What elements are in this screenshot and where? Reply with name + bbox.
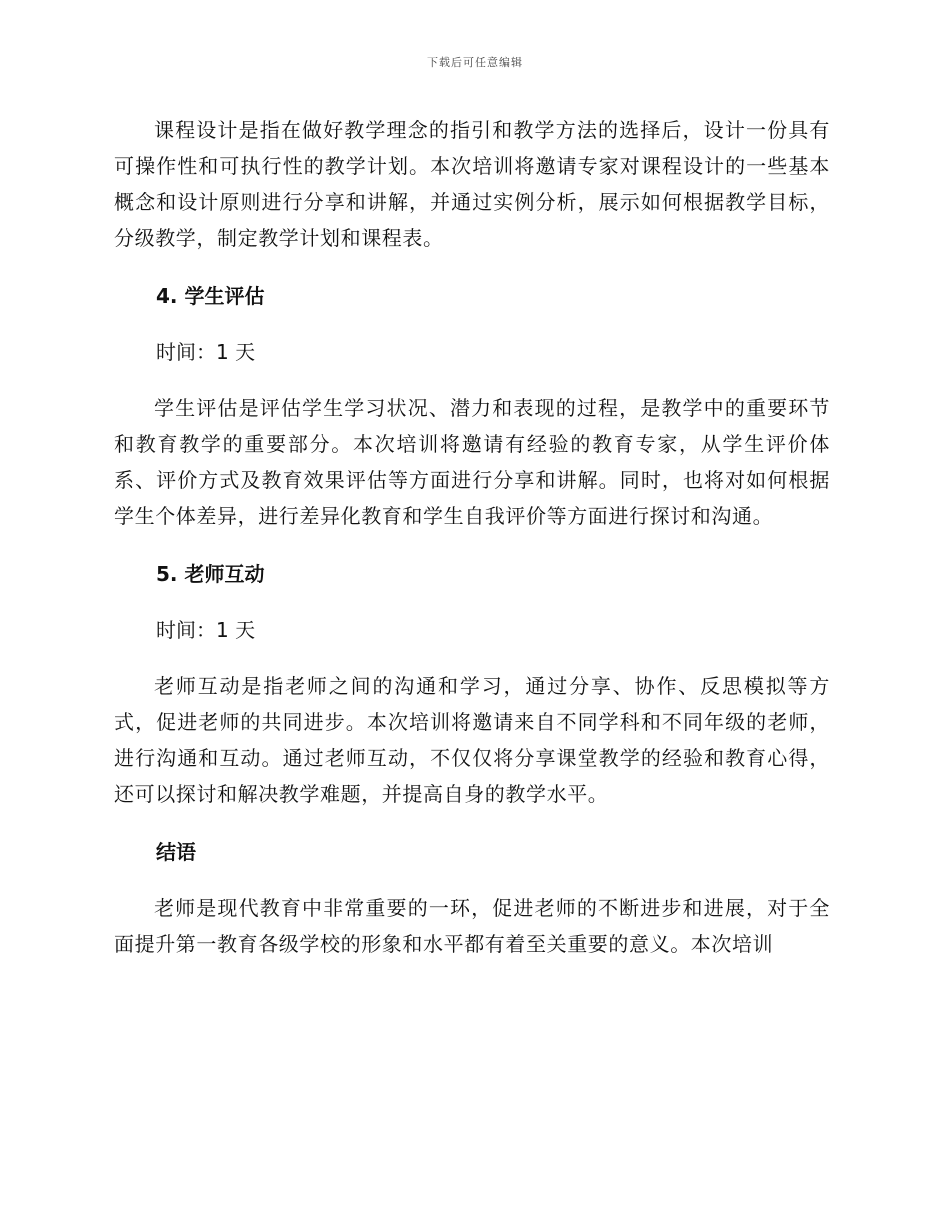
conclusion-paragraph: 老师是现代教育中非常重要的一环，促进老师的不断进步和进展，对于全面提升第一教育各级学校的形象和水平都有着至关重要的意义。本次培训 bbox=[114, 896, 830, 956]
student-assessment-time: 时间：1 天 bbox=[156, 340, 256, 364]
course-design-paragraph: 课程设计是指在做好教学理念的指引和教学方法的选择后，设计一份具有可操作性和可执行性的教学计划。本次培训将邀请专家对课程设计的一些基本概念和设计原则进行分享和讲解，并通过实例分析，展示如何根据教学目标，分级教学，制定教学计划和课程表。 bbox=[114, 118, 830, 250]
teacher-interaction-paragraph: 老师互动是指老师之间的沟通和学习，通过分享、协作、反思模拟等方式，促进老师的共同进步。本次培训将邀请来自不同学科和不同年级的老师，进行沟通和互动。通过老师互动，不仅仅将分享课堂教学的经验和教育心得，还可以探讨和解决教学难题，并提高自身的教学水平。 bbox=[114, 674, 830, 806]
document-content bbox=[114, 112, 830, 962]
teacher-interaction-heading: 5. 老师互动 bbox=[156, 562, 265, 586]
header-note: 下载后可任意编辑 bbox=[427, 56, 523, 69]
student-assessment-paragraph: 学生评估是评估学生学习状况、潜力和表现的过程，是教学中的重要环节和教育教学的重要部分。本次培训将邀请有经验的教育专家，从学生评价体系、评价方式及教育效果评估等方面进行分享和讲解。同时，也将对如何根据学生个体差异，进行差异化教育和学生自我评价等方面进行探讨和沟通。 bbox=[114, 396, 830, 528]
student-assessment-heading: 4. 学生评估 bbox=[156, 284, 265, 308]
conclusion-heading: 结语 bbox=[156, 840, 196, 864]
teacher-interaction-time: 时间：1 天 bbox=[156, 618, 256, 642]
